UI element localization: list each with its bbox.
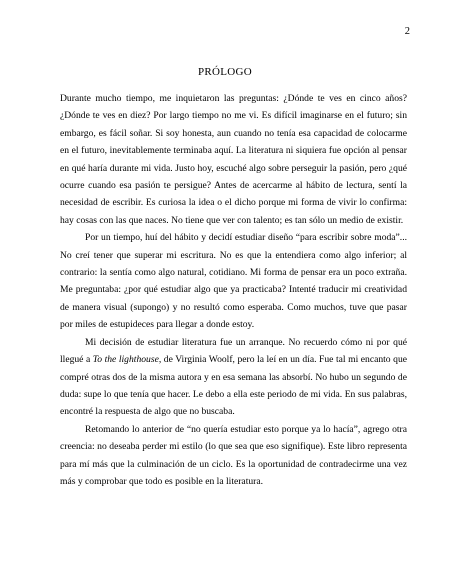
body-text bbox=[60, 90, 407, 490]
paragraph-3 bbox=[60, 334, 407, 421]
paragraph-1: Durante mucho tiempo, me inquietaron las preguntas: ¿Dónde te ves en cinco años? ¿Dónde te ves en diez? Por largo tiempo no me vi. Es difícil imaginarse en el futuro; sin embargo, es fácil soñar. Si soy honesta, aun cuando no tenía esa capacidad de colocarme en el futuro, inevitablemente terminaba aquí. La literatura ni siquiera fue opción al pensar en qué haría durante mi vida. Justo hoy, escuché algo sobre perseguir la pasión, pero ¿qué ocurre cuando esa pasión te persigue? Antes de acercarme al hábito de lectura, sentí la necesidad de escribir. Es curiosa la idea o el dicho porque mi forma de vivir lo confirma: hay cosas con las que naces. No tiene que ver con talento; es tan sólo un medio de existir. bbox=[60, 93, 407, 226]
paragraph-2: Por un tiempo, huí del hábito y decidí estudiar diseño “para escribir sobre moda”... No creí tener que superar mi escritura. No es que la entendiera como algo inferior; al contrario: la sentía como algo natural, cotidiano. Mi forma de pensar era un poco extraña. Me preguntaba: ¿por qué estudiar algo que ya practicaba? Intenté traducir mi creatividad de manera visual (supongo) y no resultó como esperaba. Como muchos, tuve que pasar por miles de estupideces para llegar a donde estoy. bbox=[60, 232, 407, 331]
page-title: PRÓLOGO bbox=[197, 66, 253, 78]
paragraph-3-text-after: , de Virginia Woolf, pero la leí en un día. Fue tal mi encanto que compré otras dos de la misma autora y en esa semana las absorbí. No hubo un segundo de duda: supe lo que tenía que hacer. Le debo a ella este periodo de mi vida. En sus palabras, encontré la respuesta de algo que no buscaba. bbox=[60, 354, 407, 418]
paragraph-4: Retomando lo anterior de “no quería estudiar esto porque ya lo hacía”, agrego otra creencia: no deseaba perder mi estilo (lo que sea que eso signifique). Este libro representa para mí más que la culminación de un ciclo. Es la oportunidad de contradecirme una vez más y comprobar que todo es posible en la literatura. bbox=[60, 423, 407, 487]
book-title: To the lighthouse bbox=[92, 354, 159, 366]
paragraph-3-text-before: Mi decisión de estudiar literatura fue un arranque. No recuerdo cómo ni por qué llegué a bbox=[60, 336, 407, 366]
page-number: 2 bbox=[404, 26, 410, 37]
